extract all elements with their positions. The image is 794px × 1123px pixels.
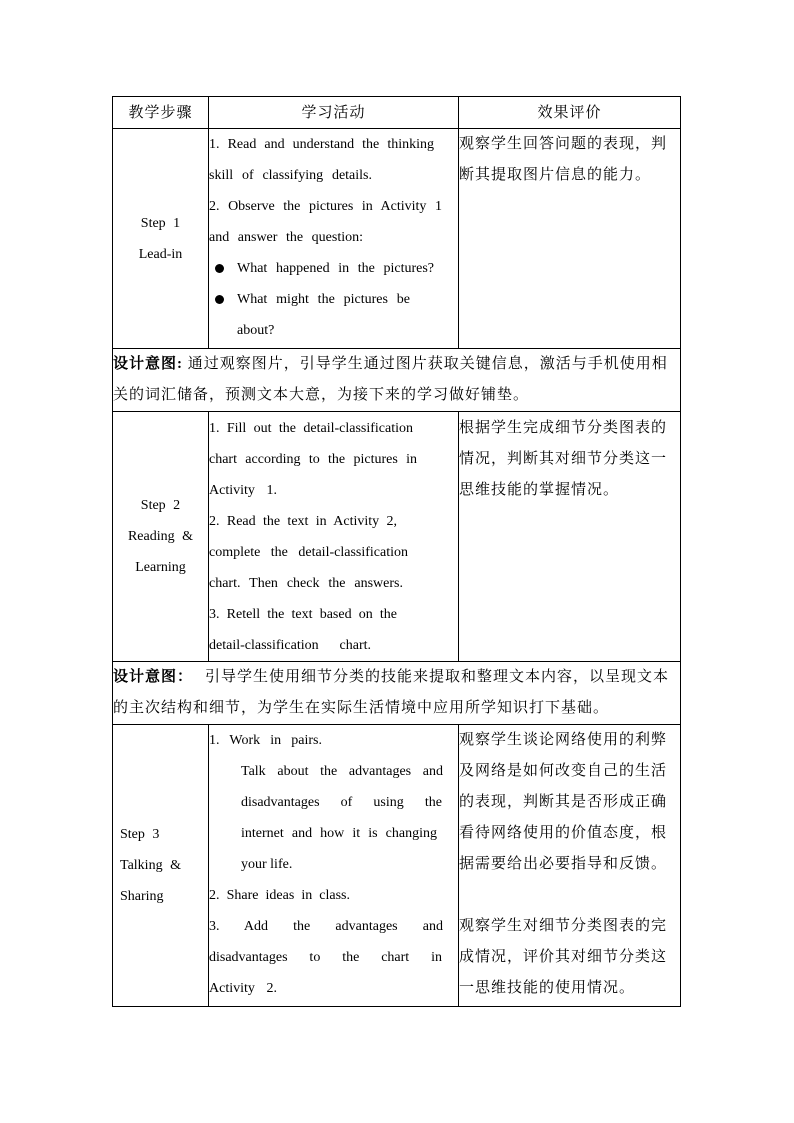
activity-line: disadvantages of using the [241,795,442,810]
bullet-icon [215,295,224,304]
evaluation-line: 及网络是如何改变自己的生活 [459,763,668,779]
header-teaching-steps: 教学步骤 [113,97,209,129]
evaluation-spacer [459,880,680,911]
header-learning-activities: 学习活动 [209,97,459,129]
activity-cell [209,412,459,662]
header-effect-evaluation: 效果评价 [459,97,681,129]
step-label: Step 1 [140,215,181,231]
activity-line: Activity 1. [209,483,277,498]
design-intent-line [113,349,680,380]
design-intent-label: 设计意图: [113,356,183,372]
table-row-step-2 [113,412,681,662]
step-stage: Learning [135,560,186,575]
evaluation-cell [459,412,681,662]
step-cell [113,412,209,662]
bullet-icon [215,264,224,273]
activity-line: 1. Work in pairs. [209,733,322,748]
step-label: Step 2 [140,498,181,513]
step-cell [113,725,209,1007]
table-row-step-3 [113,725,681,1007]
design-intent-text: 引导学生使用细节分类的技能来提取和整理文本内容，以呈现文本 [205,669,670,685]
activity-line: What might the pictures be [237,292,410,307]
activity-line: What happened in the pictures? [237,261,434,276]
activity-line: 2. Observe the pictures in Activity 1 [209,199,442,214]
evaluation-line: 思维技能的掌握情况。 [459,482,620,498]
activity-line: detail-classification chart. [209,638,371,653]
evaluation-line: 看待网络使用的价值态度，根 [459,825,668,841]
design-intent-label: 设计意图： [113,669,194,685]
design-intent-text: 的主次结构和细节，为学生在实际生活情境中应用所学知识打下基础。 [113,700,610,716]
evaluation-line: 根据学生完成细节分类图表的 [459,420,668,436]
bullet-item [237,253,458,284]
evaluation-line: 情况，判断其对细节分类这一 [459,451,668,467]
activity-line: 2. Share ideas in class. [209,888,350,903]
evaluation-line: 观察学生对细节分类图表的完 [459,918,668,934]
activity-line: Activity 2. [209,981,277,996]
activity-line: 2. Read the text in Activity 2, [209,514,397,529]
step-cell [113,129,209,349]
bullet-item [237,284,458,315]
activity-cell [209,725,459,1007]
evaluation-line: 断其提取图片信息的能力。 [459,167,652,183]
table-row-step-1 [113,129,681,349]
activity-line: your life. [241,857,293,872]
evaluation-line: 的表现，判断其是否形成正确 [459,794,668,810]
activity-line: and answer the question: [209,230,363,245]
step-label: Step 3 [120,827,160,842]
activity-line: 1. Fill out the detail-classification [209,421,413,436]
activity-line: chart. Then check the answers. [209,576,403,591]
evaluation-cell [459,725,681,1007]
activity-line: 3. Add the advantages and [209,919,443,934]
activity-line: Talk about the advantages and [241,764,443,779]
evaluation-line: 成情况，评价其对细节分类这 [459,949,668,965]
design-intent-cell [113,349,681,412]
step-stage: Reading & [127,529,194,544]
activity-cell [209,129,459,349]
activity-line: skill of classifying details. [209,168,372,183]
activity-line: 1. Read and understand the thinking [209,137,434,152]
step-stage: Talking & [120,858,181,873]
step-stage: Lead-in [138,246,183,262]
evaluation-line: 观察学生谈论网络使用的利弊 [459,732,668,748]
table-header-row [113,97,681,129]
lesson-plan-table [112,96,681,1007]
design-intent-row [113,662,681,725]
activity-line: about? [237,323,275,338]
activity-line: disadvantages to the chart in [209,950,442,965]
activity-line: internet and how it is changing [241,826,437,841]
evaluation-line: 观察学生回答问题的表现，判 [459,136,668,152]
step-stage: Sharing [120,889,164,904]
activity-line: complete the detail-classification [209,545,408,560]
design-intent-text: 通过观察图片，引导学生通过图片获取关键信息，激活与手机使用相 [183,356,668,372]
evaluation-cell [459,129,681,349]
design-intent-row [113,349,681,412]
activity-line: 3. Retell the text based on the [209,607,397,622]
design-intent-line [113,662,680,693]
evaluation-line: 据需要给出必要指导和反馈。 [459,856,668,872]
design-intent-text: 关的词汇储备，预测文本大意，为接下来的学习做好铺垫。 [113,387,530,403]
evaluation-line: 一思维技能的使用情况。 [459,980,636,996]
activity-line: chart according to the pictures in [209,452,417,467]
design-intent-cell [113,662,681,725]
